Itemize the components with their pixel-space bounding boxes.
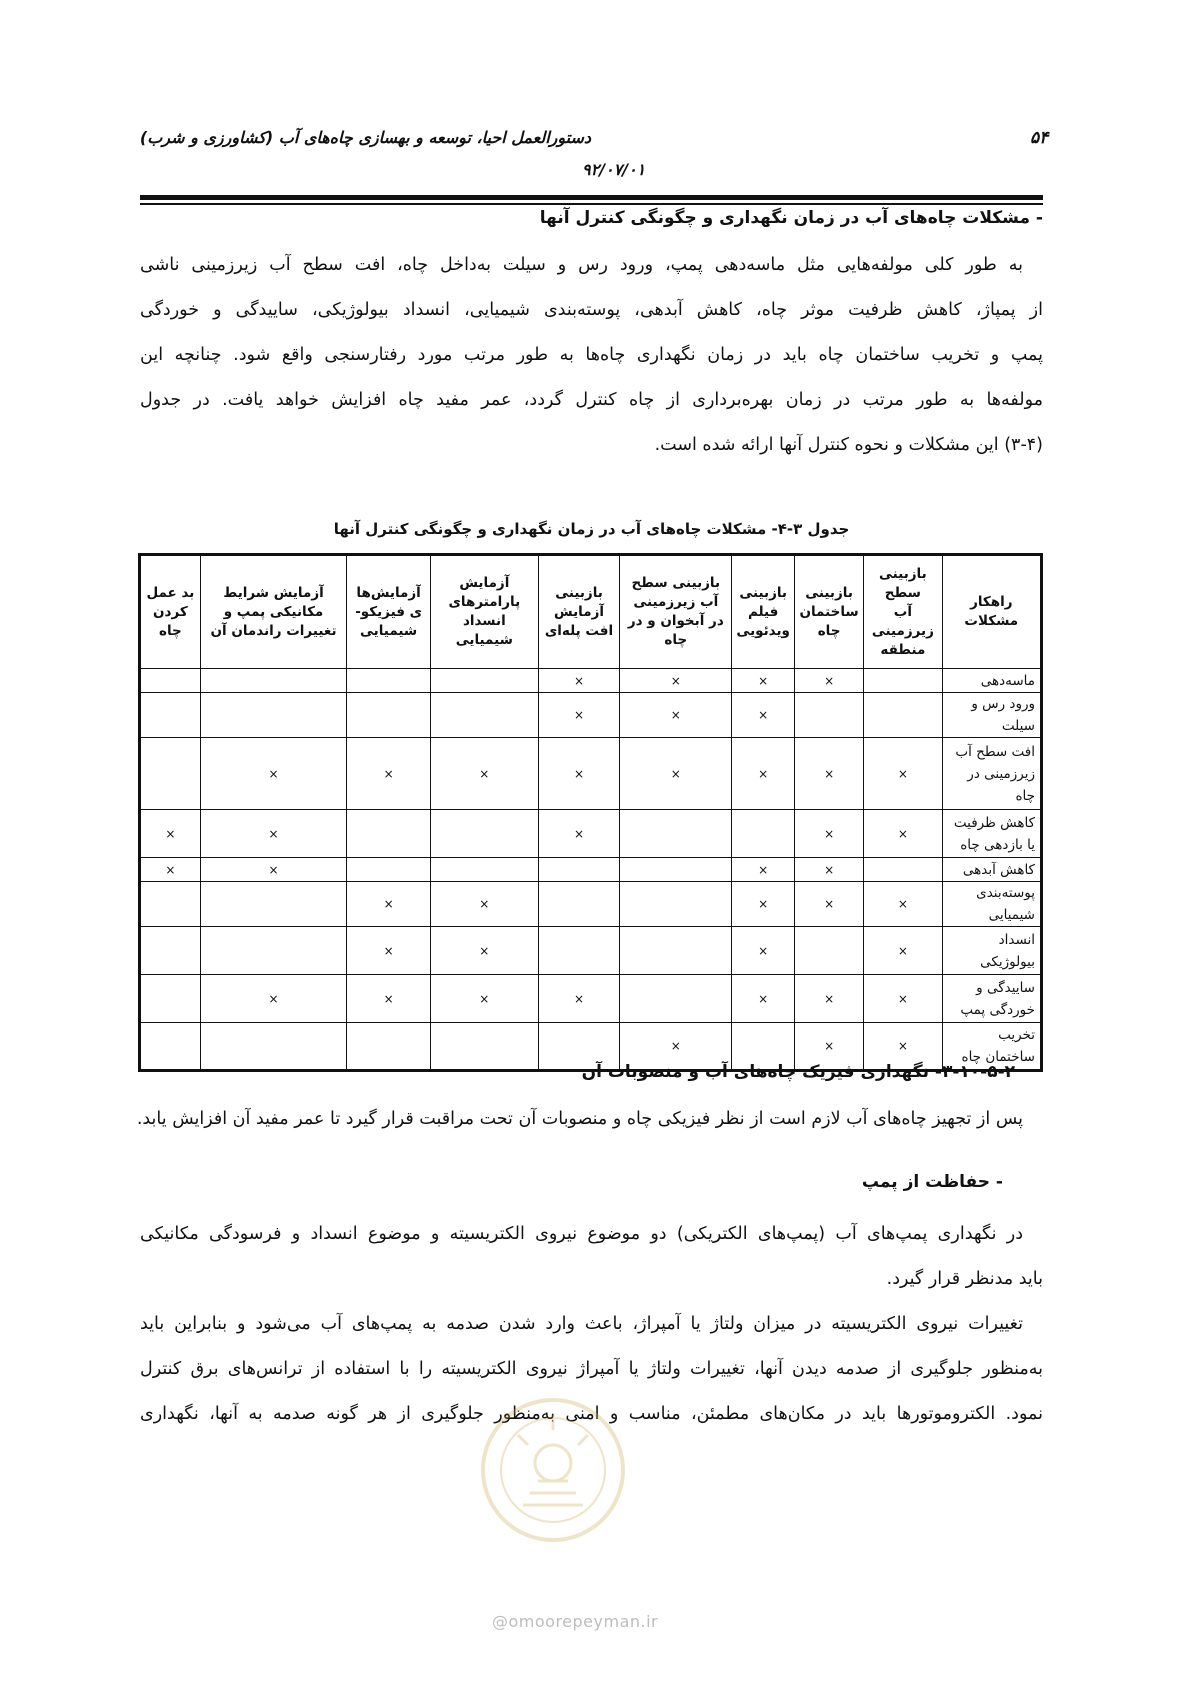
empty-cell — [620, 882, 732, 927]
check-mark-cell: × — [864, 882, 942, 927]
check-mark-cell: × — [864, 1023, 942, 1071]
row-label: افت سطح آب زیرزمینی در چاه — [942, 738, 1041, 810]
section-heading-problems: - مشکلات چاه‌های آب در زمان نگهداری و چگونگی کنترل آنها — [539, 208, 1043, 228]
check-mark-cell: × — [732, 738, 795, 810]
column-header: بازبینی سطح آب زیرزمینی منطقه — [864, 555, 942, 669]
check-mark-cell: × — [620, 738, 732, 810]
check-mark-cell: × — [200, 858, 346, 882]
check-mark-cell: × — [538, 810, 620, 858]
check-mark-cell: × — [795, 810, 864, 858]
check-mark-cell: × — [347, 738, 431, 810]
check-mark-cell: × — [140, 810, 201, 858]
empty-cell — [347, 1023, 431, 1071]
empty-cell — [140, 738, 201, 810]
empty-cell — [200, 669, 346, 693]
paragraph-line: تغییرات نیروی الکتریسیته در میزان ولتاژ یا آمپراژ، باعث وارد شدن صدمه به پمپ‌های آب می‌شود و بنابراین باید — [140, 1314, 1023, 1334]
empty-cell — [347, 693, 431, 738]
page-number: ۵۴ — [1030, 128, 1049, 148]
check-mark-cell: × — [140, 858, 201, 882]
empty-cell — [200, 927, 346, 975]
empty-cell — [430, 693, 538, 738]
empty-cell — [200, 882, 346, 927]
row-label: ورود رس و سیلت — [942, 693, 1041, 738]
empty-cell — [200, 693, 346, 738]
column-header: آزمایش شرایط مکانیکی پمپ و تغییرات راندمان آن — [200, 555, 346, 669]
column-header: بازبینی فیلم ویدئویی — [732, 555, 795, 669]
paragraph-line: پس از تجهیز چاه‌های آب لازم است از نظر فیزیکی چاه و منصوبات آن تحت مراقبت قرار گیرد تا عمر مفید آن افزایش یابد. — [136, 1109, 1023, 1129]
empty-cell — [347, 858, 431, 882]
header-rule-thin — [140, 203, 1043, 205]
table-row — [140, 975, 1042, 1023]
paragraph-line: (۳-۴) این مشکلات و نحوه کنترل آنها ارائه شده است. — [654, 435, 1043, 455]
paragraph-line: در نگهداری پمپ‌های آب (پمپ‌های الکتریکی) دو موضوع نیروی الکتریسیته و موضوع انسداد و فرسودگی مکانیکی — [140, 1224, 1023, 1244]
empty-cell — [430, 810, 538, 858]
paragraph-line: از پمپاژ، کاهش ظرفیت موثر چاه، کاهش آبدهی، پوسته‌بندی شیمیایی، انسداد بیولوژیکی، ساییدگی و خوردگی — [140, 300, 1043, 320]
check-mark-cell: × — [732, 882, 795, 927]
intro-paragraph — [140, 243, 1043, 468]
empty-cell — [864, 693, 942, 738]
empty-cell — [795, 927, 864, 975]
watermark-site: @omoorepeyman.ir — [492, 1612, 659, 1631]
check-mark-cell: × — [795, 669, 864, 693]
column-header: آزمایش‌ها ی فیزیکو- شیمیایی — [347, 555, 431, 669]
table-row — [140, 693, 1042, 738]
row-label: پوسته‌بندی شیمیایی — [942, 882, 1041, 927]
check-mark-cell: × — [864, 810, 942, 858]
section-heading-pump-protection: - حفاظت از پمپ — [861, 1172, 1003, 1192]
table-caption: جدول ۳-۴- مشکلات چاه‌های آب در زمان نگهداری و چگونگی کنترل آنها — [333, 520, 850, 538]
paragraph-line: پمپ و تخریب ساختمان چاه باید در زمان نگهداری چاه‌ها به طور مرتب مورد رفتارسنجی واقع شود. چنانچه این — [140, 345, 1043, 365]
empty-cell — [864, 858, 942, 882]
row-label: ساییدگی و خوردگی پمپ — [942, 975, 1041, 1023]
check-mark-cell: × — [620, 1023, 732, 1071]
empty-cell — [620, 858, 732, 882]
check-mark-cell: × — [430, 738, 538, 810]
empty-cell — [140, 927, 201, 975]
empty-cell — [538, 882, 620, 927]
running-title: دستورالعمل احیا، توسعه و بهسازی چاه‌های آب (کشاورزی و شرب) — [139, 128, 591, 147]
column-header: آزمایش پارامترهای انسداد شیمیایی — [430, 555, 538, 669]
table-row — [140, 669, 1042, 693]
check-mark-cell: × — [795, 738, 864, 810]
empty-cell — [732, 810, 795, 858]
header-strategy-problems: راهکار مشکلات — [942, 555, 1041, 669]
check-mark-cell: × — [538, 738, 620, 810]
empty-cell — [140, 1023, 201, 1071]
row-label: انسداد بیولوژیکی — [942, 927, 1041, 975]
paragraph-line: نمود. الکتروموتورها باید در مکان‌های مطمئن، مناسب و امنی به‌منظور جلوگیری از هر گونه صدمه به آنها، نگهداری — [140, 1404, 1043, 1424]
check-mark-cell: × — [732, 858, 795, 882]
empty-cell — [795, 693, 864, 738]
empty-cell — [538, 858, 620, 882]
check-mark-cell: × — [732, 669, 795, 693]
check-mark-cell: × — [795, 858, 864, 882]
paragraph-line: به طور کلی مولفه‌هایی مثل ماسه‌دهی پمپ، ورود رس و سیلت به‌داخل چاه، افت سطح آب زیرزمینی ناشی — [140, 255, 1023, 275]
empty-cell — [140, 975, 201, 1023]
column-header: بازبینی ساختمان چاه — [795, 555, 864, 669]
empty-cell — [200, 1023, 346, 1071]
check-mark-cell: × — [200, 975, 346, 1023]
watermark-seal-icon — [478, 1395, 628, 1545]
empty-cell — [620, 975, 732, 1023]
empty-cell — [620, 927, 732, 975]
check-mark-cell: × — [864, 738, 942, 810]
check-mark-cell: × — [795, 882, 864, 927]
check-mark-cell: × — [732, 975, 795, 1023]
check-mark-cell: × — [538, 693, 620, 738]
empty-cell — [620, 810, 732, 858]
row-label: کاهش ظرفیت یا بازدهی چاه — [942, 810, 1041, 858]
check-mark-cell: × — [620, 669, 732, 693]
empty-cell — [864, 669, 942, 693]
empty-cell — [430, 669, 538, 693]
empty-cell — [140, 693, 201, 738]
empty-cell — [430, 1023, 538, 1071]
section-heading-physical-maintenance: ۳-۱۰-۵-۲- نگهداری فیزیک چاه‌های آب و منصوبات آن — [581, 1062, 1015, 1082]
empty-cell — [140, 882, 201, 927]
check-mark-cell: × — [864, 975, 942, 1023]
table-row — [140, 738, 1042, 810]
empty-cell — [347, 669, 431, 693]
check-mark-cell: × — [732, 927, 795, 975]
check-mark-cell: × — [200, 738, 346, 810]
pump-paragraph-1 — [140, 1212, 1043, 1302]
check-mark-cell: × — [347, 975, 431, 1023]
column-header: بازبینی سطح آب زیرزمینی در آبخوان و در چاه — [620, 555, 732, 669]
paragraph-line: باید مدنظر قرار گیرد. — [886, 1269, 1043, 1289]
physical-maintenance-paragraph — [136, 1097, 1043, 1142]
row-label: کاهش آبدهی — [942, 858, 1041, 882]
check-mark-cell: × — [430, 975, 538, 1023]
check-mark-cell: × — [732, 693, 795, 738]
check-mark-cell: × — [538, 669, 620, 693]
column-header: بازبینی آزمایش افت پله‌ای — [538, 555, 620, 669]
check-mark-cell: × — [200, 810, 346, 858]
header-rule-thick — [140, 195, 1043, 200]
row-label: ماسه‌دهی — [942, 669, 1041, 693]
check-mark-cell: × — [864, 927, 942, 975]
empty-cell — [347, 810, 431, 858]
check-mark-cell: × — [795, 975, 864, 1023]
check-mark-cell: × — [620, 693, 732, 738]
problems-table — [138, 553, 1043, 1072]
check-mark-cell: × — [795, 1023, 864, 1071]
paragraph-line: مولفه‌ها به طور مرتب در زمان بهره‌برداری از چاه کنترل گردد، عمر مفید چاه افزایش خواهد یافت. در جدول — [140, 390, 1043, 410]
check-mark-cell: × — [347, 927, 431, 975]
empty-cell — [538, 927, 620, 975]
check-mark-cell: × — [538, 975, 620, 1023]
table-row — [140, 927, 1042, 975]
table-header-row — [140, 555, 1042, 669]
check-mark-cell: × — [430, 882, 538, 927]
header-date: ۹۲/۰۷/۰۱ — [582, 160, 646, 179]
table-row — [140, 882, 1042, 927]
empty-cell — [430, 858, 538, 882]
column-header: بد عمل کردن چاه — [140, 555, 201, 669]
empty-cell — [140, 669, 201, 693]
check-mark-cell: × — [347, 882, 431, 927]
table-row — [140, 858, 1042, 882]
table-row — [140, 810, 1042, 858]
paragraph-line: به‌منظور جلوگیری از صدمه دیدن آنها، تغییرات ولتاژ یا آمپراژ نیروی الکتریسیته را با استفاده از ترانس‌های برق کنترل — [140, 1359, 1043, 1379]
check-mark-cell: × — [430, 927, 538, 975]
table-body — [140, 669, 1042, 1071]
row-label: تخریب ساختمان چاه — [942, 1023, 1041, 1071]
